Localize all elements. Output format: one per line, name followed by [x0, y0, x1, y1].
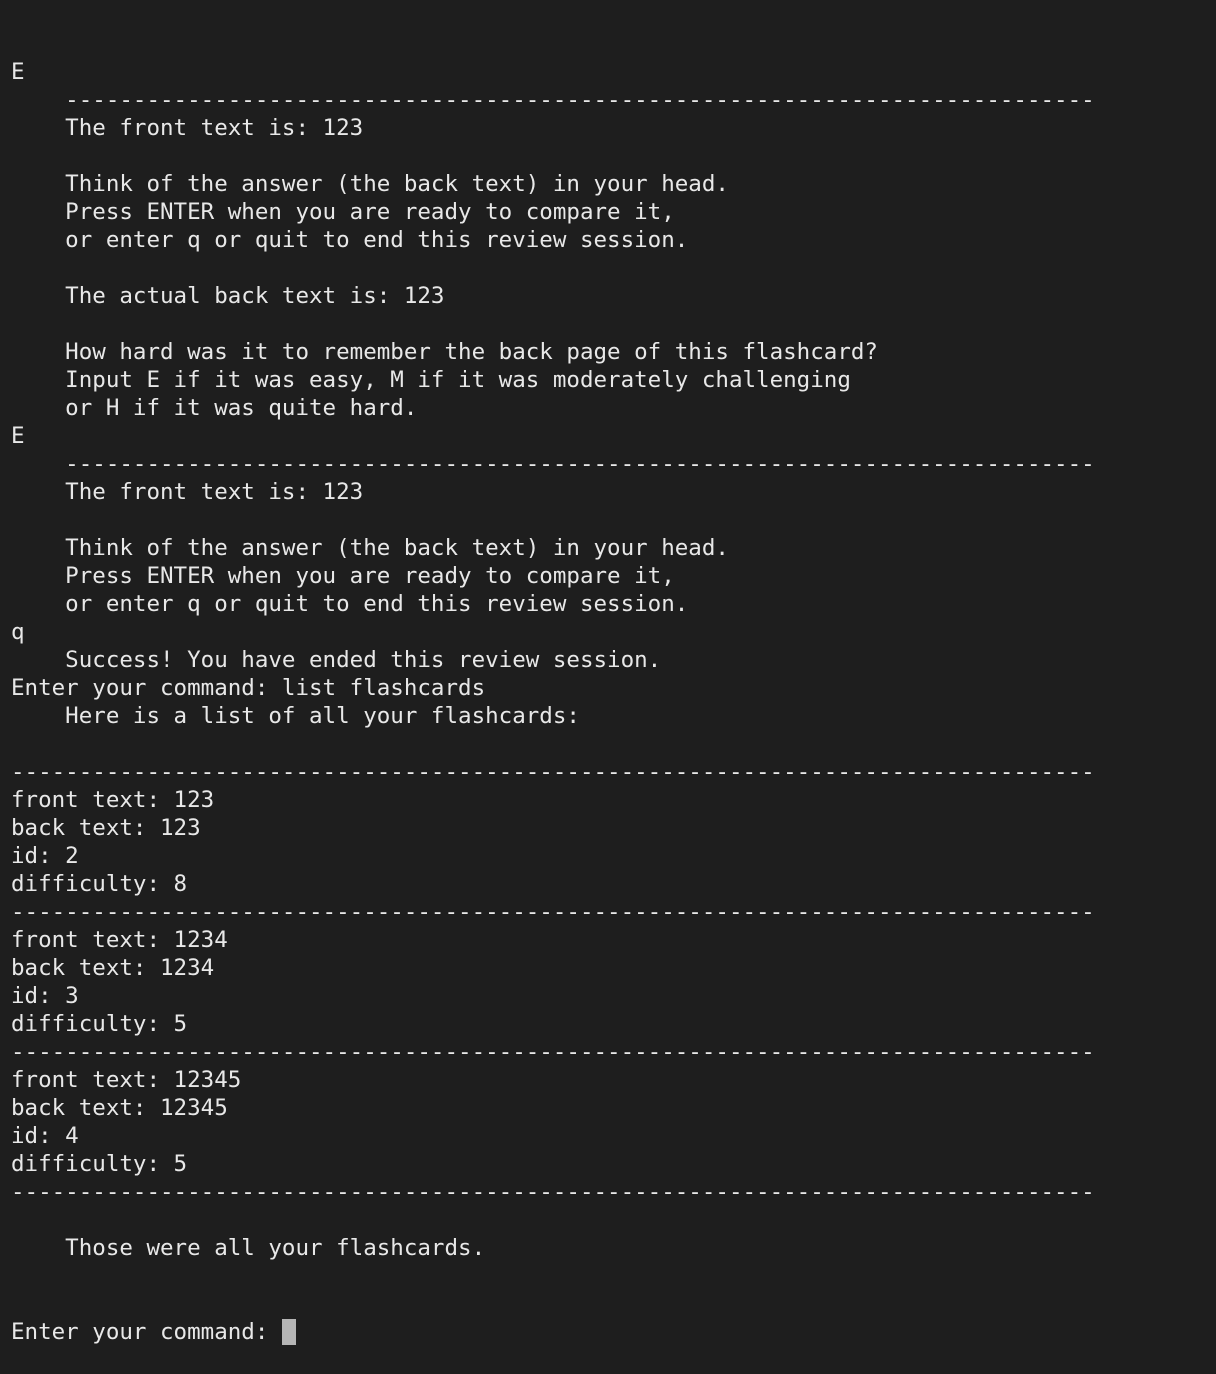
- prompt-label: Enter your command:: [11, 1319, 282, 1345]
- output-line: E: [11, 59, 25, 85]
- output-line: Those were all your flashcards.: [11, 1235, 486, 1261]
- text-cursor: [282, 1319, 296, 1345]
- output-line: difficulty: 5: [11, 1011, 188, 1037]
- output-line: --------------------------------------------------------------------------------: [11, 759, 1095, 785]
- output-line: or H if it was quite hard.: [11, 395, 418, 421]
- output-line: [11, 730, 1216, 758]
- output-line: Think of the answer (the back text) in your head.: [11, 171, 729, 197]
- output-line: [11, 1206, 1216, 1234]
- output-line: Input E if it was easy, M if it was moderately challenging: [11, 367, 851, 393]
- output-line: ----------------------------------------------------------------------------: [11, 87, 1095, 113]
- output-line: or enter q or quit to end this review session.: [11, 591, 689, 617]
- output-line: --------------------------------------------------------------------------------: [11, 899, 1095, 925]
- output-line: Press ENTER when you are ready to compare it,: [11, 563, 675, 589]
- output-line: front text: 12345: [11, 1067, 242, 1093]
- output-line: difficulty: 5: [11, 1151, 188, 1177]
- output-line: Enter your command: list flashcards: [11, 675, 486, 701]
- terminal-output: [11, 0, 1216, 1374]
- output-line: back text: 12345: [11, 1095, 228, 1121]
- output-line: id: 2: [11, 843, 79, 869]
- output-line: Press ENTER when you are ready to compare it,: [11, 199, 675, 225]
- output-line: --------------------------------------------------------------------------------: [11, 1039, 1095, 1065]
- output-line: difficulty: 8: [11, 871, 188, 897]
- output-line: q: [11, 619, 25, 645]
- output-line: id: 4: [11, 1123, 79, 1149]
- output-line: The actual back text is: 123: [11, 283, 445, 309]
- output-line: ----------------------------------------------------------------------------: [11, 451, 1095, 477]
- output-line: E: [11, 423, 25, 449]
- output-line: Think of the answer (the back text) in your head.: [11, 535, 729, 561]
- output-line: [11, 310, 1216, 338]
- output-line: [11, 506, 1216, 534]
- output-line: The front text is: 123: [11, 479, 364, 505]
- command-prompt-line[interactable]: [11, 1318, 1216, 1346]
- output-line: front text: 123: [11, 787, 215, 813]
- output-line: The front text is: 123: [11, 115, 364, 141]
- output-line: front text: 1234: [11, 927, 228, 953]
- output-line: id: 3: [11, 983, 79, 1009]
- output-line: back text: 1234: [11, 955, 215, 981]
- output-line: back text: 123: [11, 815, 201, 841]
- output-line: [11, 142, 1216, 170]
- output-line: Here is a list of all your flashcards:: [11, 703, 580, 729]
- output-line: [11, 254, 1216, 282]
- output-line: --------------------------------------------------------------------------------: [11, 1179, 1095, 1205]
- output-line: How hard was it to remember the back page of this flashcard?: [11, 339, 878, 365]
- output-lines: [11, 58, 1216, 1262]
- output-line: or enter q or quit to end this review session.: [11, 227, 689, 253]
- output-line: Success! You have ended this review session.: [11, 647, 662, 673]
